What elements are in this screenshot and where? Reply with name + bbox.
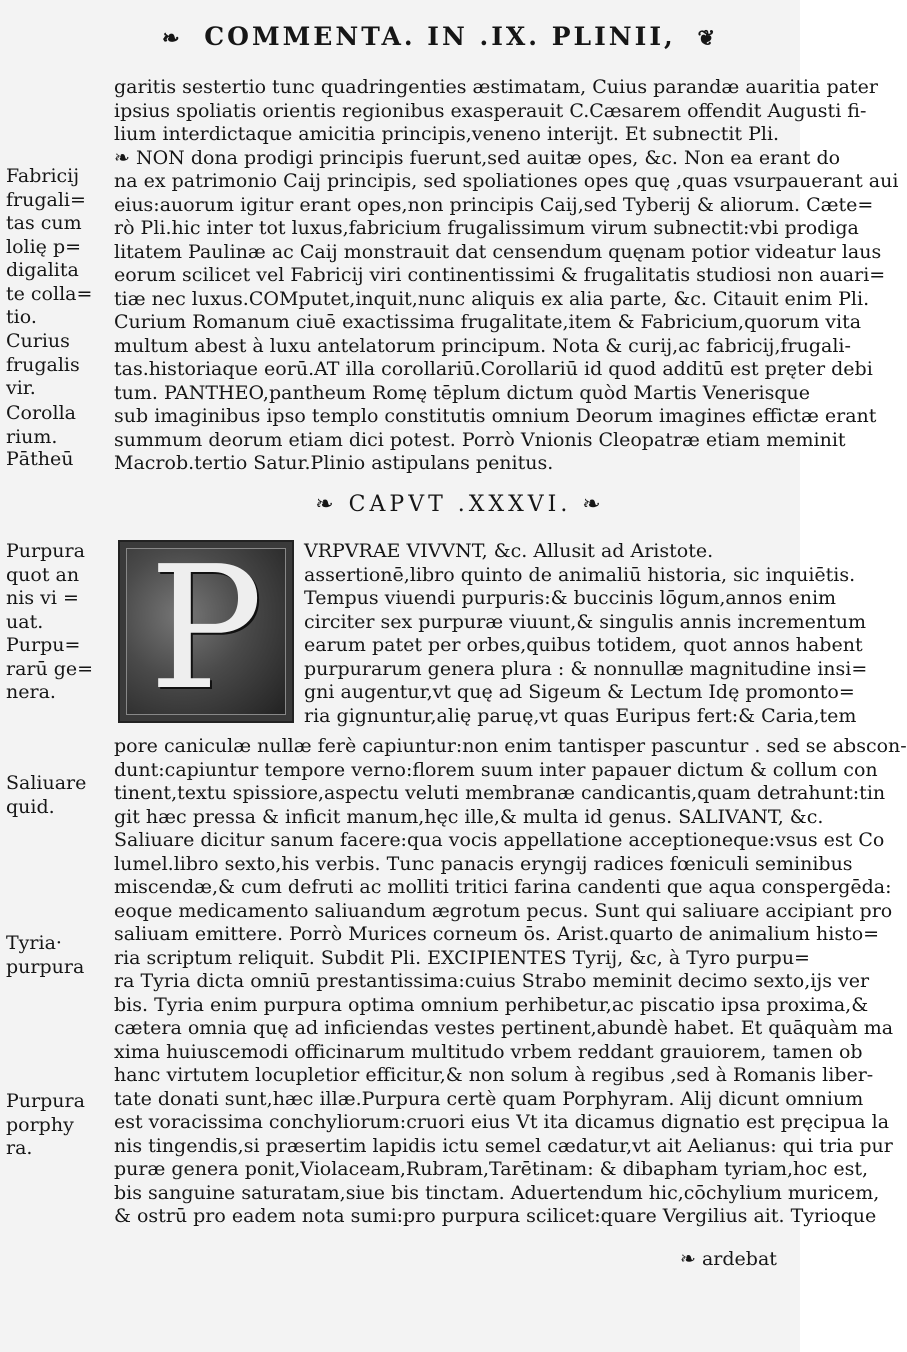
fleuron-right-icon: ❦	[697, 25, 719, 50]
text-line: gni augentur,vt quę ad Sigeum & Lectum Idę promonto=	[304, 681, 855, 703]
text-line: lumel.libro sexto,his verbis. Tunc panacis eryngij radices fœniculi seminibus	[114, 852, 853, 875]
text-line: nis tingendis,si præsertim lapidis ictu semel cædatur,vt ait Aelianus: qui tria pur	[114, 1134, 893, 1157]
text-line: & ostrū pro eadem nota sumi:pro purpura scilicet:quare Vergilius ait. Tyrioque	[114, 1205, 877, 1227]
text-line: ria scriptum reliquit. Subdit Pli. EXCIPIENTES Tyrij, &c, à Tyro purpu=	[114, 946, 810, 969]
text-line: cætera omnia quę ad inficiendas vestes pertinent,abundè habet. Et quāquàm ma	[114, 1017, 894, 1039]
text-line: Saliuare dicitur sanum facere:qua vocis appellatione acceptioneque:vsus est Co	[114, 829, 885, 851]
text-line: Tempus viuendi purpuris:& buccinis lōgum,annos enim	[304, 587, 837, 609]
margin-note-corollarium: Corolla rium.	[6, 402, 76, 448]
text-line: circiter sex purpuræ viuunt,& singulis annis incrementum	[304, 610, 867, 633]
text-line: bis sanguine saturatam,siue bis tinctam. Aduertendum hic,cōchylium muricem,	[114, 1181, 880, 1204]
running-header	[140, 22, 740, 51]
text-line: git hæc pressa & inficit manum,hęc ille,& multa id genus. SALIVANT, &c.	[114, 805, 824, 828]
margin-note-fabricij: Fabricij frugali= tas cum lolię p= digalita te colla= tio.	[6, 165, 93, 328]
text-line: ria gignuntur,alię paruę,vt quas Euripus fert:& Caria,tem	[304, 704, 857, 727]
text-line: eoque medicamento saliuandum ægrotum pecus. Sunt qui saliuare accipiant pro	[114, 899, 893, 922]
decorated-initial	[118, 530, 294, 728]
text-line: multum abest à luxu antelatorum principum. Nota & curij,ac fabricij,frugali-	[114, 334, 851, 357]
text-line: tinent,textu spissiore,aspectu veluti membranæ candicantis,quam detrahunt:tin	[114, 782, 886, 804]
text-line: lium interdictaque amicitia principis,veneno interijt. Et subnectit Pli.	[114, 123, 780, 145]
text-line: litatem Paulinæ ac Caij monstrauit dat censendum quęnam potior videatur laus	[114, 240, 882, 263]
margin-note-saliuare: Saliuare quid.	[6, 772, 87, 818]
margin-note-pantheum: Pātheū	[6, 448, 74, 470]
text-line: na ex patrimonio Caij principis, sed spoliationes opes quę ,quas vsurpauerant aui	[114, 170, 899, 192]
margin-note-tyria: Tyria· purpura	[6, 932, 85, 978]
text-line: garitis sestertio tunc quadringenties æstimatam, Cuius parandæ auaritia pater	[114, 76, 878, 98]
margin-note-purpurarum-genera: Purpu= rarū ge= nera.	[6, 634, 94, 703]
body-text-bottom	[114, 735, 907, 1229]
initial-letter: P	[148, 530, 264, 728]
catchword: ❧ ardebat	[680, 1248, 777, 1270]
text-line: puræ genera ponit,Violaceam,Rubram,Tarētinam: & dibapham tyriam,hoc est,	[114, 1158, 869, 1180]
fleuron-left-icon: ❧	[161, 25, 183, 50]
text-line: purpurarum genera plura : & nonnullæ magnitudine insi=	[304, 657, 868, 680]
margin-note-porphyra: Purpura porphy ra.	[6, 1090, 85, 1159]
text-line: ❧ NON dona prodigi principis fuerunt,sed auitæ opes, &c. Non ea erant do	[114, 146, 841, 169]
body-text-top	[114, 76, 899, 476]
margin-note-purpura-quot: Purpura quot an nis vi = uat.	[6, 540, 85, 633]
text-line: Curium Romanum ciuē exactissima frugalitate,item & Fabricium,quorum vita	[114, 311, 862, 333]
text-line: saliuam emittere. Porrò Murices corneum ōs. Arist.quarto de animalium histo=	[114, 923, 880, 945]
header-title: COMMENTA. IN .IX. PLINII,	[204, 22, 676, 51]
text-line: tate donati sunt,hæc illæ.Purpura certè quam Porphyram. Alij dicunt omnium	[114, 1087, 864, 1110]
text-line: miscendæ,& cum defruti ac molliti tritici farina candenti que aqua conspergēda:	[114, 876, 892, 898]
text-line: dunt:capiuntur tempore verno:florem suum inter papauer dictum & collum con	[114, 758, 878, 781]
margin-note-curius: Curius frugalis vir.	[6, 330, 80, 399]
text-line: est voracissima conchyliorum:cruori eius Vt ita dicamus dignatio est pręcipua la	[114, 1111, 890, 1133]
text-line: tas.historiaque eorū.AT illa corollariū.Corollariū id quod additū est pręter debi	[114, 358, 873, 380]
text-line: xima huiuscemodi officinarum multitudo vrbem reddant grauiorem, tamen ob	[114, 1040, 863, 1063]
chapter-heading: ❧ CAPVT .XXXVI. ❧	[315, 492, 605, 517]
text-line: eorum scilicet vel Fabricij viri continentissimi & frugalitatis studiosi non auari=	[114, 264, 886, 286]
margin-notes	[0, 0, 110, 1352]
text-line: pore caniculæ nullæ ferè capiuntur:non enim tantisper pascuntur . sed se abscon-	[114, 735, 907, 757]
text-line: Macrob.tertio Satur.Plinio astipulans penitus.	[114, 452, 554, 474]
text-line: ipsius spoliatis orientis regionibus exasperauit C.Cæsarem offendit Augusti fi-	[114, 99, 867, 122]
text-line: tiæ nec luxus.COMputet,inquit,nunc aliquis ex alia parte, &c. Citauit enim Pli.	[114, 287, 870, 310]
text-line: summum deorum etiam dici potest. Porrò Vnionis Cleopatræ etiam meminit	[114, 428, 846, 451]
text-line: tum. PANTHEO,pantheum Romę tēplum dictum quòd Martis Venerisque	[114, 381, 811, 404]
text-line: VRPVRAE VIVVNT, &c. Allusit ad Aristote.	[304, 540, 714, 562]
body-text-beside-initial	[304, 540, 868, 728]
text-line: bis. Tyria enim purpura optima omnium perhibetur,ac piscatio ipsa proxima,&	[114, 993, 869, 1016]
text-line: assertionē,libro quinto de animaliū historia, sic inquiētis.	[304, 563, 856, 586]
text-line: eius:auorum igitur erant opes,non principis Caij,sed Tyberij & aliorum. Cæte=	[114, 193, 874, 216]
text-line: rò Pli.hic inter tot luxus,fabricium frugalissimum virum subnectit:vbi prodiga	[114, 217, 859, 239]
text-line: ra Tyria dicta omniū prestantissima:cuius Strabo meminit decimo sexto,ijs ver	[114, 970, 870, 992]
text-line: hanc virtutem locupletior efficitur,& non solum à regibus ,sed à Romanis liber-	[114, 1064, 874, 1086]
text-line: earum patet per orbes,quibus totidem, quot annos habent	[304, 634, 863, 656]
text-line: sub imaginibus ipso templo constitutis omnium Deorum imagines effictæ erant	[114, 405, 877, 427]
